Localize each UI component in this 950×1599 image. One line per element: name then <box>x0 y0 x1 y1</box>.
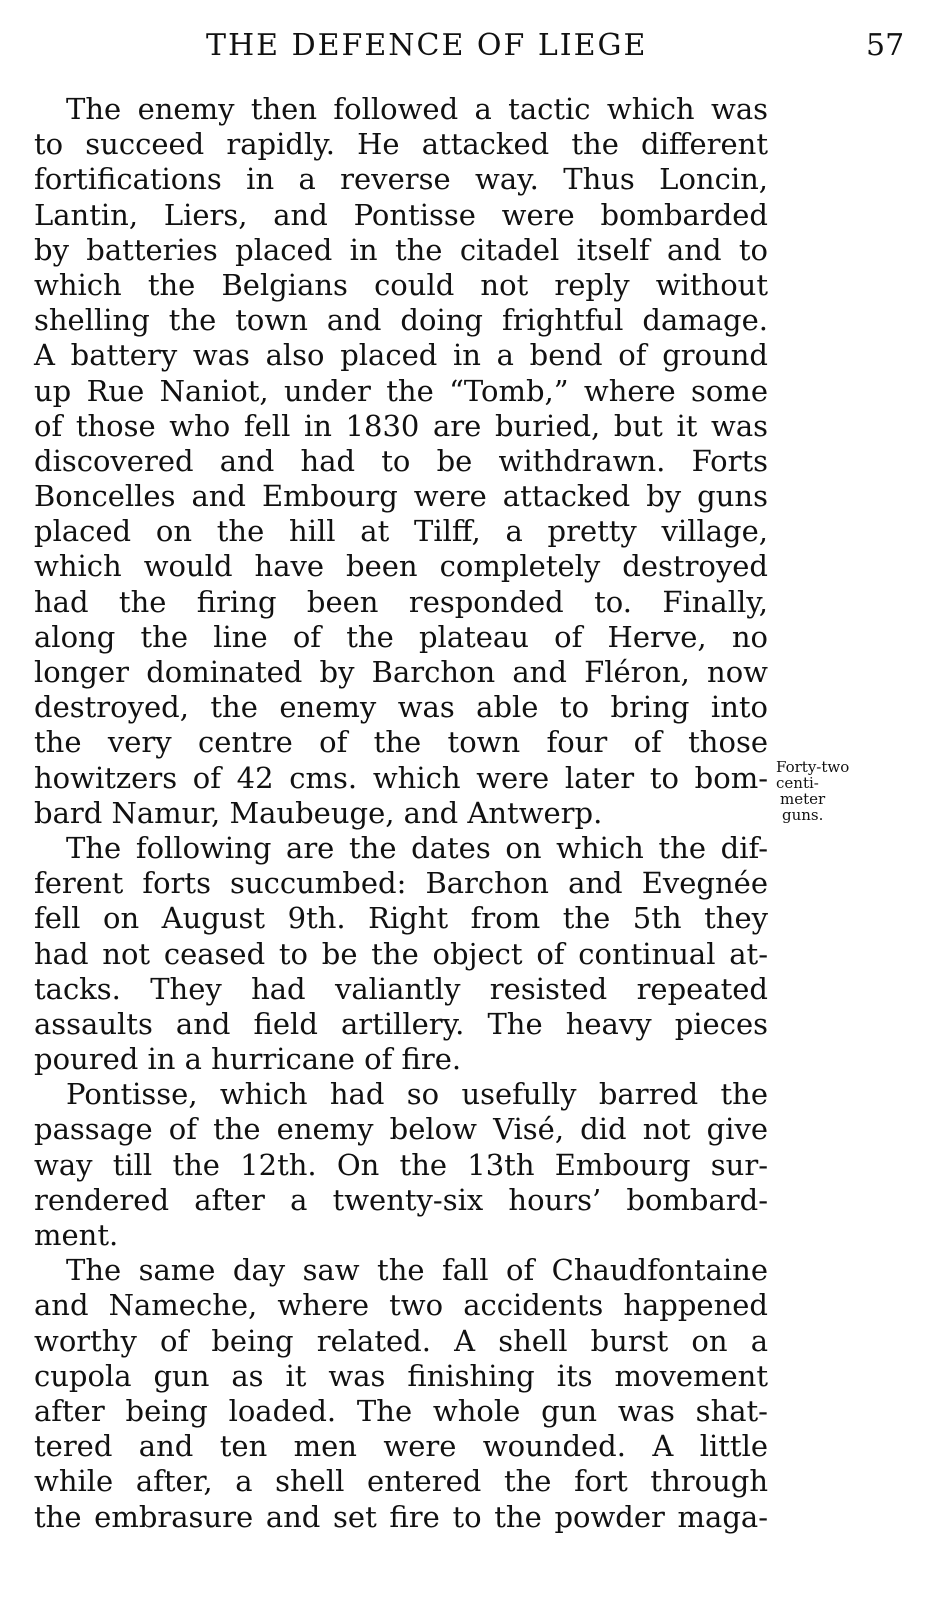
text-line: which the Belgians could not reply without <box>34 267 768 302</box>
text-line: ferent forts succumbed: Barchon and Evegnée <box>34 866 768 901</box>
text-line: The following are the dates on which the dif- <box>66 830 768 865</box>
marginal-note-line: guns. <box>782 806 824 824</box>
text-line: by batteries placed in the citadel itself and to <box>34 232 768 267</box>
text-line: fortifications in a reverse way. Thus Loncin, <box>34 162 768 197</box>
running-head <box>0 28 950 68</box>
text-line: tacks. They had valiantly resisted repeated <box>34 971 768 1006</box>
text-line: The same day saw the fall of Chaudfontaine <box>66 1253 768 1288</box>
running-title: THE DEFENCE OF LIEGE <box>206 28 648 63</box>
text-line: passage of the enemy below Visé, did not give <box>34 1112 768 1147</box>
marginal-note <box>774 759 904 823</box>
text-line: after being loaded. The whole gun was shat- <box>34 1393 768 1428</box>
text-line: placed on the hill at Tilff, a pretty village, <box>34 514 768 549</box>
text-line: Boncelles and Embourg were attacked by guns <box>34 479 768 514</box>
text-line: rendered after a twenty-six hours’ bombard- <box>34 1182 768 1217</box>
text-line: had the firing been responded to. Finally, <box>34 584 768 619</box>
text-line: and Nameche, where two accidents happened <box>34 1288 768 1323</box>
text-line: bard Namur, Maubeuge, and Antwerp. <box>34 795 603 830</box>
text-line: along the line of the plateau of Herve, no <box>34 619 768 654</box>
text-line: which would have been completely destroyed <box>34 549 768 584</box>
marginal-note-line: centi- <box>776 774 819 792</box>
body-text <box>34 92 768 1535</box>
text-line: while after, a shell entered the fort through <box>34 1464 768 1499</box>
text-line: shelling the town and doing frightful damage. <box>34 303 768 338</box>
text-line: destroyed, the enemy was able to bring into <box>34 690 768 725</box>
text-line: of those who fell in 1830 are buried, but it was <box>34 408 768 443</box>
text-line: had not ceased to be the object of continual at- <box>34 936 768 971</box>
text-line: ment. <box>34 1218 119 1252</box>
text-line: poured in a hurricane of fire. <box>34 1042 462 1077</box>
text-line: howitzers of 42 cms. which were later to bom- <box>34 760 768 795</box>
text-line: longer dominated by Barchon and Fléron, now <box>34 655 768 689</box>
text-line: to succeed rapidly. He attacked the different <box>34 127 768 162</box>
text-line: discovered and had to be withdrawn. Forts <box>34 443 768 478</box>
text-line: worthy of being related. A shell burst on a <box>34 1323 768 1358</box>
text-line: the embrasure and set fire to the powder maga- <box>34 1499 768 1534</box>
text-line: tered and ten men were wounded. A little <box>34 1429 768 1464</box>
text-line: Pontisse, which had so usefully barred the <box>66 1077 768 1112</box>
page-number: 57 <box>866 28 905 63</box>
text-line: cupola gun as it was finishing its movement <box>34 1358 768 1393</box>
marginal-note-line: meter <box>780 790 826 808</box>
text-line: assaults and field artillery. The heavy pieces <box>34 1006 768 1041</box>
marginal-note-line: Forty-two <box>776 758 850 776</box>
text-line: way till the 12th. On the 13th Embourg sur- <box>34 1147 768 1182</box>
text-line: the very centre of the town four of those <box>34 725 768 760</box>
text-line: A battery was also placed in a bend of ground <box>34 338 768 373</box>
text-line: up Rue Naniot, under the “Tomb,” where some <box>34 373 768 408</box>
text-line: The enemy then followed a tactic which was <box>66 92 768 126</box>
text-line: Lantin, Liers, and Pontisse were bombarded <box>34 197 768 232</box>
text-line: fell on August 9th. Right from the 5th they <box>34 901 768 936</box>
